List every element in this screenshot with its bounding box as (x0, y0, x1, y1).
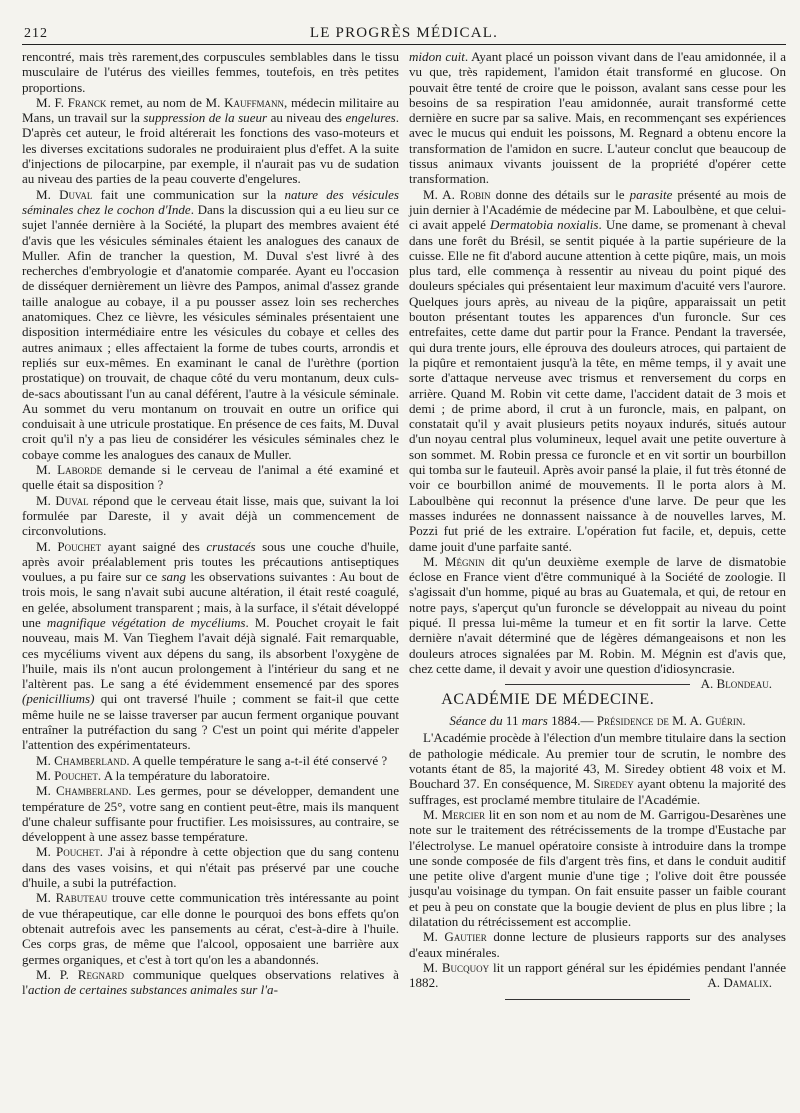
author-name: Mercier (441, 806, 486, 822)
section-divider (505, 999, 690, 1000)
left-column (22, 49, 399, 1006)
author-name: Mégnin (444, 553, 485, 569)
paragraph: rencontré, mais très rarement,des corpuscules semblables dans le tissu musculaire de l'utérus des vieilles femmes, toutefois, en très petites proportions. (22, 49, 399, 95)
author-name: Présidence de M. A. Guérin. (596, 713, 746, 729)
author-name: Duval (55, 492, 89, 508)
journal-title: LE PROGRÈS MÉDICAL. (309, 25, 499, 41)
paragraph: M. Duval fait une communication sur la nature des vésicules séminales chez le cochon d'Inde. Dans la discussion qui a eu lieu sur ce sujet l'année dernière à la Société, la plupart des membres avaient été d'avis que les vésicules séminales étaient les analogues des canaux de Muller. Afin de trancher la question, M. Duval s'est livré à des recherches d'embryologie et d'anatomie comparée. Ayant eu l'occasion de disséquer dernièrement un lièvre des Pampos, animal d'assez grande taille analogue au cobaye, il a pu pousser assez loin ses recherches anatomiques. Chez ce lièvre, les vésicules séminales présentaient une disposition intermédiaire entre les vésicules du cobaye et celles des autres animaux ; elles affectaient la forme de tubes courts, arrondis et repliés sur eux-mêmes. En examinant le canal de l'urèthre (portion prostatique) on trouvait, de chaque côté du veru montanum, deux culs-de-sacs aboutissant l'un au canal déférent, l'autre à la vésicule séminale. Au sommet du veru montanum on trouvait en outre un orifice qui conduisait à une utricule prostatique. En présence de ces faits, M. Duval croit qu'il n'y a pas lieu de considérer les vésicules séminales chez le cobaye comme les analogues des canaux de Muller. (22, 186, 399, 462)
right-column (409, 49, 786, 1006)
italic-term: Séance du (449, 713, 503, 729)
signature: A. Blondeau. (700, 676, 772, 692)
section-title: ACADÉMIE DE MÉDECINE. (441, 691, 655, 709)
paragraph: midon cuit. Ayant placé un poisson vivant dans de l'eau amidonnée, il a vu que, très rapidement, l'amidon était transformé en glucose. On pouvait être tenté de croire que le poisson, avalant sans cesse pour les besoins de sa respiration l'eau amidonnée, aurait transformé cette dernière en sucre par sa salive. Mais, en recommençant ses expériences avec le mucus qui enduit les poissons, M. Regnard a obtenu encore la transformation de l'amidon en sucre. L'auteur conclut que beaucoup de tissus animaux vivants jouissent de la propriété d'opérer cette transformation. (409, 49, 786, 187)
paragraph: M. Chamberland. Les germes, pour se développer, demandent une température de 25°, votre sang en contient peut-être, mais ils manquent d'une chaleur suffisante pour fructifier. Les moisissures, au contraire, se développent à une assez basse température. (22, 783, 399, 845)
italic-term: Dermatobia noxialis (490, 217, 599, 233)
author-name: Pouchet (54, 767, 98, 783)
paragraph: M. Pouchet. A la température du laboratoire. (36, 767, 270, 783)
italic-term: midon cuit (409, 49, 465, 64)
paragraph: L'Académie procède à l'élection d'un membre titulaire dans la section de pathologie médicale. Au premier tour de scrutin, le nombre des votants étant de 85, la majorité 43, M. Siredey obtient 48 voix et M. Bouchard 37. En conséquence, M. Siredey ayant obtenu la majorité des suffrages, est proclamé membre titulaire de l'Académie. (409, 730, 786, 807)
author-name: Pouchet (55, 844, 100, 860)
author-name: Bucquoy (441, 959, 490, 975)
paragraph: M. Mégnin dit qu'un deuxième exemple de larve de dismatobie éclose en France vient d'être communiqué à la Société de zoologie. Il s'agissait d'un homme, piqué au bras au Guatemala, et qui, de retour en notre pays, s'aperçut qu'un furoncle se développait au niveau du point piqué. Il pressa lui-même la tumeur et en fit sortir la larve. Cette dernière n'avait déterminé que de légères démangeaisons et non les douleurs atroces signalées par M. Robin. M. Mégnin est d'avis que, chez cette dame, il devait y avoir une question d'idiosyncrasie. A. Blondeau. (409, 553, 786, 692)
italic-term: action de certaines substances animales sur l'a- (27, 982, 278, 998)
italic-term: nature des vésicules séminales chez le cochon d'Inde (22, 186, 399, 217)
italic-term: (penicilliums) (22, 691, 95, 707)
page-number: 212 (24, 26, 48, 41)
paragraph: M. P. Regnard communique quelques observations relatives à l'action de certaines substances animales sur l'a- (22, 966, 399, 998)
author-name: Robin (459, 186, 491, 202)
paragraph: M. Mercier lit en son nom et au nom de M. Garrigou-Desarènes une note sur le traitement des rétrécissements de la trompe d'Eustache par l'électrolyse. Le manuel opératoire consiste à introduire dans la trompe une sonde composée de fils d'argent très fins, et dans le conduit auditif une petite olive d'argent munie d'une tige ; l'olive doit être poussée jusqu'au voisinage du tympan. On fait ensuite passer un faible courant et peu à peu on constate que la bougie devient de plus en plus libre ; la dilatation du rétrécissement est accomplie. (409, 806, 786, 930)
italic-term: parasite (629, 186, 673, 202)
author-name: Laborde (57, 462, 103, 478)
author-name: Pouchet (57, 538, 102, 554)
paragraph: M. Duval répond que le cerveau était lisse, mais que, suivant la loi formulée par Dareste, il y avait déjà un commencement de circonvolutions. (22, 492, 400, 539)
italic-term: sang (161, 569, 187, 585)
paragraph: M. Pouchet ayant saigné des crustacés sous une couche d'huile, après avoir préalablement pris toutes les précautions antiseptiques voulues, a pu faire sur ce sang les observations suivantes : Au bout de trois mois, le sang n'avait subi aucune altération, il était resté coagulé, en gelée, absolument transparent ; mais, à la surface, il s'était développé une magnifique végétation de mycéliums. M. Pouchet croyait le fait nouveau, mais M. Van Tieghem l'avait déjà signalé. Fait remarquable, ces mycéliums vivent aux dépens du sang, ils absorbent l'oxygène de l'huile, mais ils n'ont aucun prolongement à l'intérieur du sang et ne l'altèrent pas. Le sang a été évidemment ensemencé par des spores (penicilliums) qui ont traversé l'huile ; comment se fait-il que cette même huile ne se laisse traverser par aucun ferment organique pouvant entraîner la putréfaction du sang ? C'est un point qui mérite d'appeler l'attention des expérimentateurs. (22, 538, 399, 753)
author-name: Regnard (77, 966, 124, 982)
paragraph: M. Laborde demande si le cerveau de l'animal a été examiné et quelle était sa disposition ? (22, 462, 400, 493)
paragraph: M. A. Robin donne des détails sur le parasite présenté au mois de juin dernier à l'Académie de médecine par M. Laboulbène, et que celui-ci avait appelé Dermatobia noxialis. Une dame, se promenant à cheval dans une forêt du Brésil, se sentit piquée à la partie supérieure de la cuisse. Elle ne fit d'abord aucune attention à cette piqûre, mais, un mois plus tard, elle commença à ressentir au niveau du point piqué des douleurs spéciales qui présentaient leur maximum d'acuité vers l'aurore. Quelques jours après, au niveau de la piqûre, apparaissait un petit bouton présentant toutes les apparences d'un furoncle. Sur ces entrefaites, cette dame dut partir pour la France. Pendant la traversée, qui dura trente jours, elle éprouva des douleurs atroces, qui partaient de la piqûre et remontaient jusqu'à la tête, en même temps, il y avait une sorte d'attaque nerveuse avec trismus et renversement du corps en arrière. Quand M. Robin vit cette dame, l'accident datait de 3 mois et demi ; de prime abord, il crut à un furoncle, mais, en palpant, on constatait qu'il y avait plusieurs petits noyaux indurés, situés autour d'un noyau central plus volumineux, lequel avait une petite ouverture à son sommet. M. Robin pressa ce furoncle et en vit sortir un bourbillon qui tomba sur le fauteuil. Après avoir pansé la plaie, il fut très étonné de voir ce bourbillon animé de mouvements. Il le porta alors à M. Laboulbène qui reconnut la présence d'une larve. De peur que les masses indurées ne donnassent naissance à de nouvelles larves, M. Pozzi fut prié de les extraire. L'opération fut facile, et, depuis, cette dame jouit d'une parfaite santé. (409, 186, 787, 554)
paragraph: M. Bucquoy lit un rapport général sur les épidémies pendant l'année 1882. A. Damalix. (409, 959, 786, 991)
author-name: Gautier (444, 929, 487, 945)
paragraph: M. Rabuteau trouve cette communication très intéressante au point de vue thérapeutique, car elle donne le pourquoi des bons effets qu'on obtenait autrefois avec les pansements au cérat, c'est-à-dire à l'huile. Ces corps gras, de même que l'alcool, opposaient une barrière aux germes organiques, et c'est à tort qu'on les a abandonnés. (22, 890, 399, 967)
italic-term: engelures (345, 110, 396, 126)
author-name: Chamberland (54, 752, 127, 768)
author-name: Rabuteau (55, 890, 108, 906)
signature: A. Damalix. (707, 975, 772, 991)
author-name: Kauffmann (224, 94, 285, 110)
paragraph: M. Chamberland. A quelle température le sang a-t-il été conservé ? (36, 752, 388, 768)
two-column-body (22, 49, 786, 1006)
section-divider (505, 684, 690, 685)
page-header (22, 22, 786, 45)
paragraph: M. Pouchet. J'ai à répondre à cette objection que du sang contenu dans des vases voisins, et qui n'était pas préservé par une couche d'huile, a subi la putréfaction. (22, 844, 399, 891)
author-name: Duval (59, 186, 93, 202)
italic-term: suppression de la sueur (143, 110, 268, 126)
italic-term: mars (521, 713, 548, 729)
italic-term: crustacés (206, 538, 256, 554)
author-name: Franck (67, 94, 107, 110)
session-heading: Séance du 11 mars 1884.— Présidence de M. A. Guérin. (449, 713, 746, 729)
author-name: Chamberland (56, 783, 129, 799)
author-name: Siredey (593, 776, 634, 792)
paragraph: M. Gautier donne lecture de plusieurs rapports sur des analyses d'eaux minérales. (409, 929, 787, 960)
paragraph: M. F. Franck remet, au nom de M. Kauffmann, médecin militaire au Mans, un travail sur la suppression de la sueur au niveau des engelures. D'après cet auteur, le froid altérerait les fonctions des vaso-moteurs et les diverses excitations sudorales ne produiraient plus d'effet. A la suite d'injections de pilocarpine, par exemple, il n'aurait pas vu de sudation au niveau des parties de la peau couverte d'engelures. (22, 94, 400, 187)
italic-term: magnifique végétation de mycéliums (46, 614, 246, 630)
